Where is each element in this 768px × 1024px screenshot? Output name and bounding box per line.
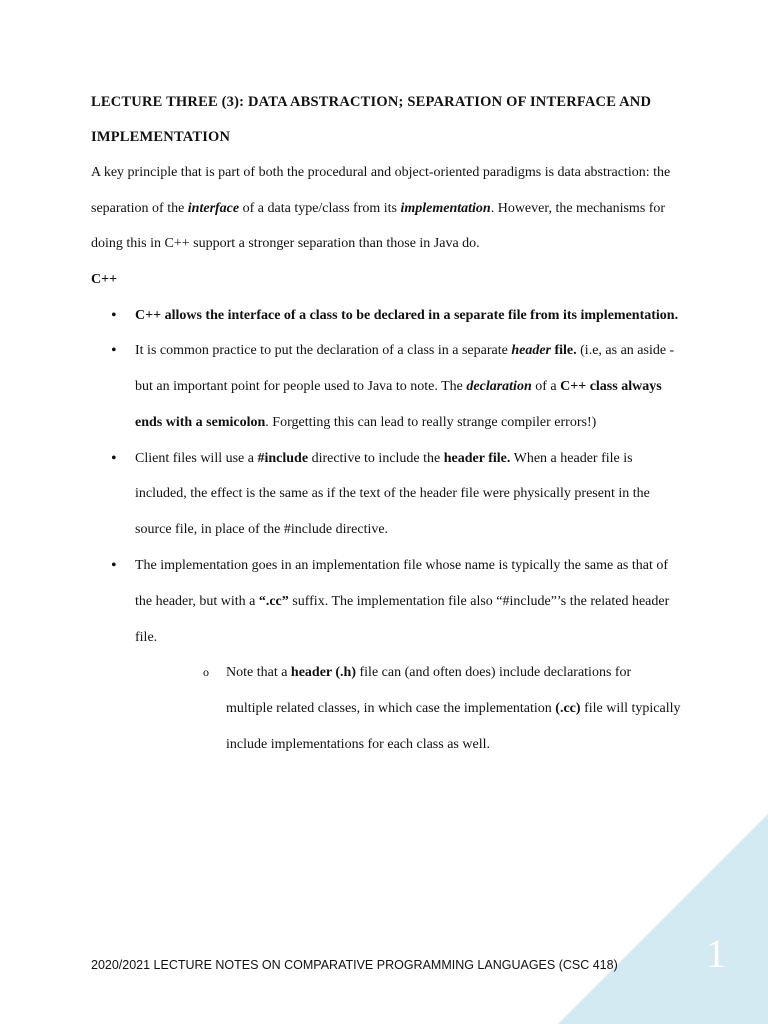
sub-bullet-cc-term: (.cc) [555,701,581,717]
bullet-2-text-2: (i.e, as an aside -but an important point for people used to Java to note. The [135,343,675,395]
intro-implementation-term: implementation [400,200,491,216]
intro-text-3: . However, the mechanisms for doing this in C++ support a stronger separation than those in Java do. [91,200,666,251]
bullet-2-header-term: header [511,343,551,359]
sub-bullet-header-term: header (.h) [290,665,356,681]
bullet-item-4 [91,548,681,763]
bullet-2-text-3: of a [531,379,561,395]
sub-bullet-list [135,655,681,762]
bullet-2-semicolon-note: C++ class always ends with a semicolon [135,379,662,430]
page-number: 1 [706,931,726,976]
bullet-4-text-2: suffix. The implementation file also “#include”’s the related header file. [135,593,670,645]
bullet-3-text-2: directive to include the [308,450,444,466]
bullet-list [91,298,681,763]
intro-paragraph [91,155,681,262]
sub-bullet-text-2: file can (and often does) include declarations for multiple related classes, in which case the implementation [226,665,632,717]
bullet-3-text-1: Client files will use a [135,450,258,466]
sub-bullet-text-3: file will typically include implementations for each class as well. [226,701,681,753]
section-heading-cpp: C++ [91,271,118,287]
bullet-3-text-3: When a header file is included, the effect is the same as if the text of the header file were physically present in the source file, in place of the #include directive. [135,450,650,538]
intro-text-2: of a data type/class from its [239,200,401,216]
bullet-item-1 [91,298,681,334]
lecture-title: LECTURE THREE (3): DATA ABSTRACTION; SEPARATION OF INTERFACE AND IMPLEMENTATION [91,94,652,145]
bullet-3-include-term: #include [257,450,309,466]
bullet-4-text-1: The implementation goes in an implementation file whose name is typically the same as that of the header, but with a [135,558,669,609]
bullet-1-text: C++ allows the interface of a class to be declared in a separate file from its implementation. [135,307,679,323]
bullet-2-text-1: It is common practice to put the declaration of a class in a separate [135,343,512,359]
page-footer: 2020/2021 LECTURE NOTES ON COMPARATIVE PROGRAMMING LANGUAGES (CSC 418) [91,958,618,972]
bullet-2-file-term: file. [550,343,577,359]
page-content [91,85,681,763]
sub-bullet-item [135,655,681,762]
intro-interface-term: interface [187,200,240,216]
bullet-4-cc-term: “.cc” [258,593,289,609]
bullet-item-3 [91,441,681,548]
bullet-2-declaration-term: declaration [466,379,532,395]
bullet-item-2 [91,333,681,440]
bullet-3-header-file-term: header file. [443,450,511,466]
bullet-2-text-4: . Forgetting this can lead to really strange compiler errors!) [265,414,597,430]
corner-decoration [558,814,768,1024]
intro-text-1: A key principle that is part of both the procedural and object-oriented paradigms is data abstraction: the separation of the [91,165,671,216]
sub-bullet-text-1: Note that a [226,665,291,681]
